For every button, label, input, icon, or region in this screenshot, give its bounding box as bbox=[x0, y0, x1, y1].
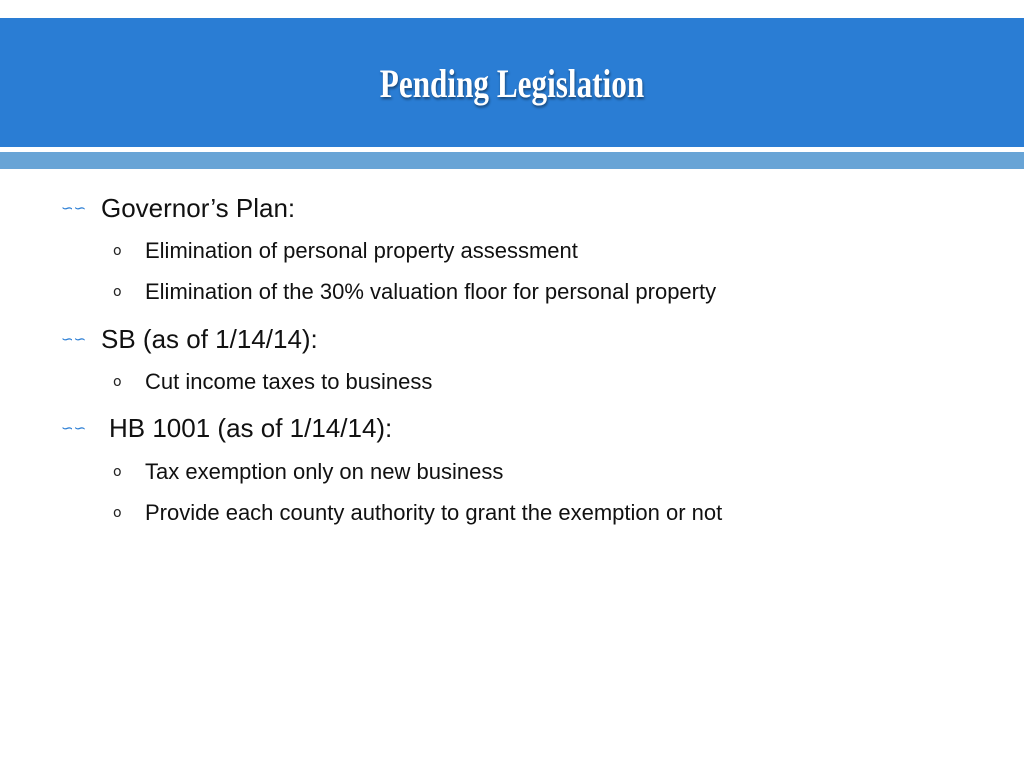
bullet-text: Provide each county authority to grant the exemption or not bbox=[145, 500, 723, 525]
slide-title: Pending Legislation bbox=[379, 61, 645, 106]
swirl-bullet-icon: ∽∽ bbox=[61, 419, 87, 437]
bullet-level2 bbox=[113, 368, 432, 396]
circle-bullet-icon: o bbox=[113, 374, 122, 390]
bullet-text: Governor’s Plan: bbox=[101, 193, 296, 223]
circle-bullet-icon: o bbox=[113, 464, 122, 480]
swirl-bullet-icon: ∽∽ bbox=[61, 330, 87, 348]
bullet-level1 bbox=[61, 323, 318, 355]
circle-bullet-icon: o bbox=[113, 505, 122, 521]
bullet-text: SB (as of 1/14/14): bbox=[101, 324, 318, 354]
bullet-level2 bbox=[113, 237, 578, 265]
bullet-level1 bbox=[61, 412, 392, 444]
bullet-text: Tax exemption only on new business bbox=[145, 459, 504, 484]
bullet-level1 bbox=[61, 192, 295, 224]
circle-bullet-icon: o bbox=[113, 284, 122, 300]
swirl-bullet-icon: ∽∽ bbox=[61, 199, 87, 217]
bullet-text: Elimination of the 30% valuation floor for personal property bbox=[145, 279, 717, 304]
bullet-text: HB 1001 (as of 1/14/14): bbox=[109, 413, 393, 443]
bullet-text: Cut income taxes to business bbox=[145, 369, 433, 394]
circle-bullet-icon: o bbox=[113, 243, 122, 259]
bullet-level2 bbox=[113, 499, 722, 527]
bullet-level2 bbox=[113, 458, 503, 486]
bullet-level2 bbox=[113, 278, 716, 306]
bullet-text: Elimination of personal property assessment bbox=[145, 238, 578, 263]
